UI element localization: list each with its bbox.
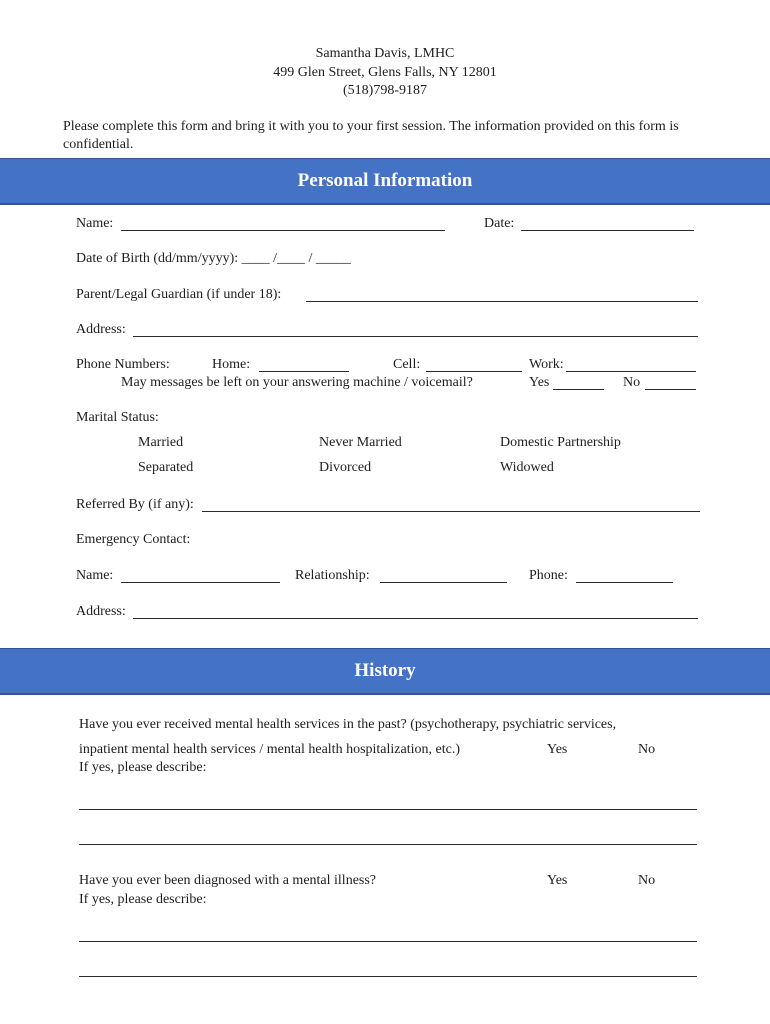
referred-by-field[interactable]: [202, 511, 700, 512]
address-label: Address:: [76, 322, 126, 337]
q1-describe-label: If yes, please describe:: [79, 760, 207, 775]
q2-question: Have you ever been diagnosed with a mental illness?: [79, 873, 377, 888]
dob-label: Date of Birth (dd/mm/yyyy): ____ /____ / _____: [76, 251, 351, 266]
ec-phone-label: Phone:: [529, 568, 568, 583]
marital-option-divorced[interactable]: Divorced: [319, 460, 372, 475]
q2-describe-label: If yes, please describe:: [79, 892, 207, 907]
phone-numbers-label: Phone Numbers:: [76, 357, 170, 372]
ec-name-label: Name:: [76, 568, 114, 583]
q1-line1: Have you ever received mental health services in the past? (psychotherapy, psychiatric services,: [79, 717, 617, 732]
q2-no-option[interactable]: No: [638, 873, 656, 888]
home-phone-field[interactable]: [259, 371, 349, 372]
q1-yes-option[interactable]: Yes: [547, 742, 568, 757]
work-label: Work:: [529, 357, 564, 372]
date-label: Date:: [484, 216, 515, 231]
marital-option-widowed[interactable]: Widowed: [500, 460, 554, 475]
practitioner-name: Samantha Davis, LMHC: [315, 46, 455, 61]
date-field[interactable]: [521, 230, 694, 231]
ec-address-label: Address:: [76, 604, 126, 619]
cell-label: Cell:: [393, 357, 421, 372]
name-field[interactable]: [121, 230, 445, 231]
messages-yes-field[interactable]: [553, 389, 604, 390]
marital-option-never-married[interactable]: Never Married: [319, 435, 402, 450]
marital-option-domestic-partnership[interactable]: Domestic Partnership: [500, 435, 621, 450]
ec-phone-field[interactable]: [576, 582, 673, 583]
q1-no-option[interactable]: No: [638, 742, 656, 757]
q2-yes-option[interactable]: Yes: [547, 873, 568, 888]
emergency-contact-label: Emergency Contact:: [76, 532, 191, 547]
q2-describe-line-2[interactable]: [79, 976, 697, 977]
marital-option-separated[interactable]: Separated: [138, 460, 194, 475]
q1-line2: inpatient mental health services / mental health hospitalization, etc.): [79, 742, 460, 757]
cell-phone-field[interactable]: [426, 371, 522, 372]
intro-text: Please complete this form and bring it with you to your first session. The information provided on this form is confidential.: [63, 119, 679, 152]
history-header: History: [0, 648, 770, 695]
name-label: Name:: [76, 216, 114, 231]
marital-option-married[interactable]: Married: [138, 435, 184, 450]
q1-describe-line-1[interactable]: [79, 809, 697, 810]
q1-describe-line-2[interactable]: [79, 844, 697, 845]
guardian-label: Parent/Legal Guardian (if under 18):: [76, 287, 282, 302]
ec-address-field[interactable]: [133, 618, 698, 619]
ec-name-field[interactable]: [121, 582, 280, 583]
practitioner-phone: (518)798-9187: [343, 83, 427, 98]
home-label: Home:: [212, 357, 251, 372]
q2-describe-line-1[interactable]: [79, 941, 697, 942]
ec-relationship-field[interactable]: [380, 582, 507, 583]
guardian-field[interactable]: [306, 301, 698, 302]
messages-no-field[interactable]: [645, 389, 696, 390]
personal-info-header: Personal Information: [0, 158, 770, 205]
messages-question: May messages be left on your answering machine / voicemail?: [121, 375, 473, 390]
address-field[interactable]: [133, 336, 698, 337]
marital-status-label: Marital Status:: [76, 410, 159, 425]
practitioner-address: 499 Glen Street, Glens Falls, NY 12801: [273, 65, 497, 80]
messages-no-label: No: [623, 375, 641, 390]
referred-by-label: Referred By (if any):: [76, 497, 194, 512]
ec-relationship-label: Relationship:: [295, 568, 370, 583]
messages-yes-label: Yes: [529, 375, 550, 390]
work-phone-field[interactable]: [566, 371, 696, 372]
